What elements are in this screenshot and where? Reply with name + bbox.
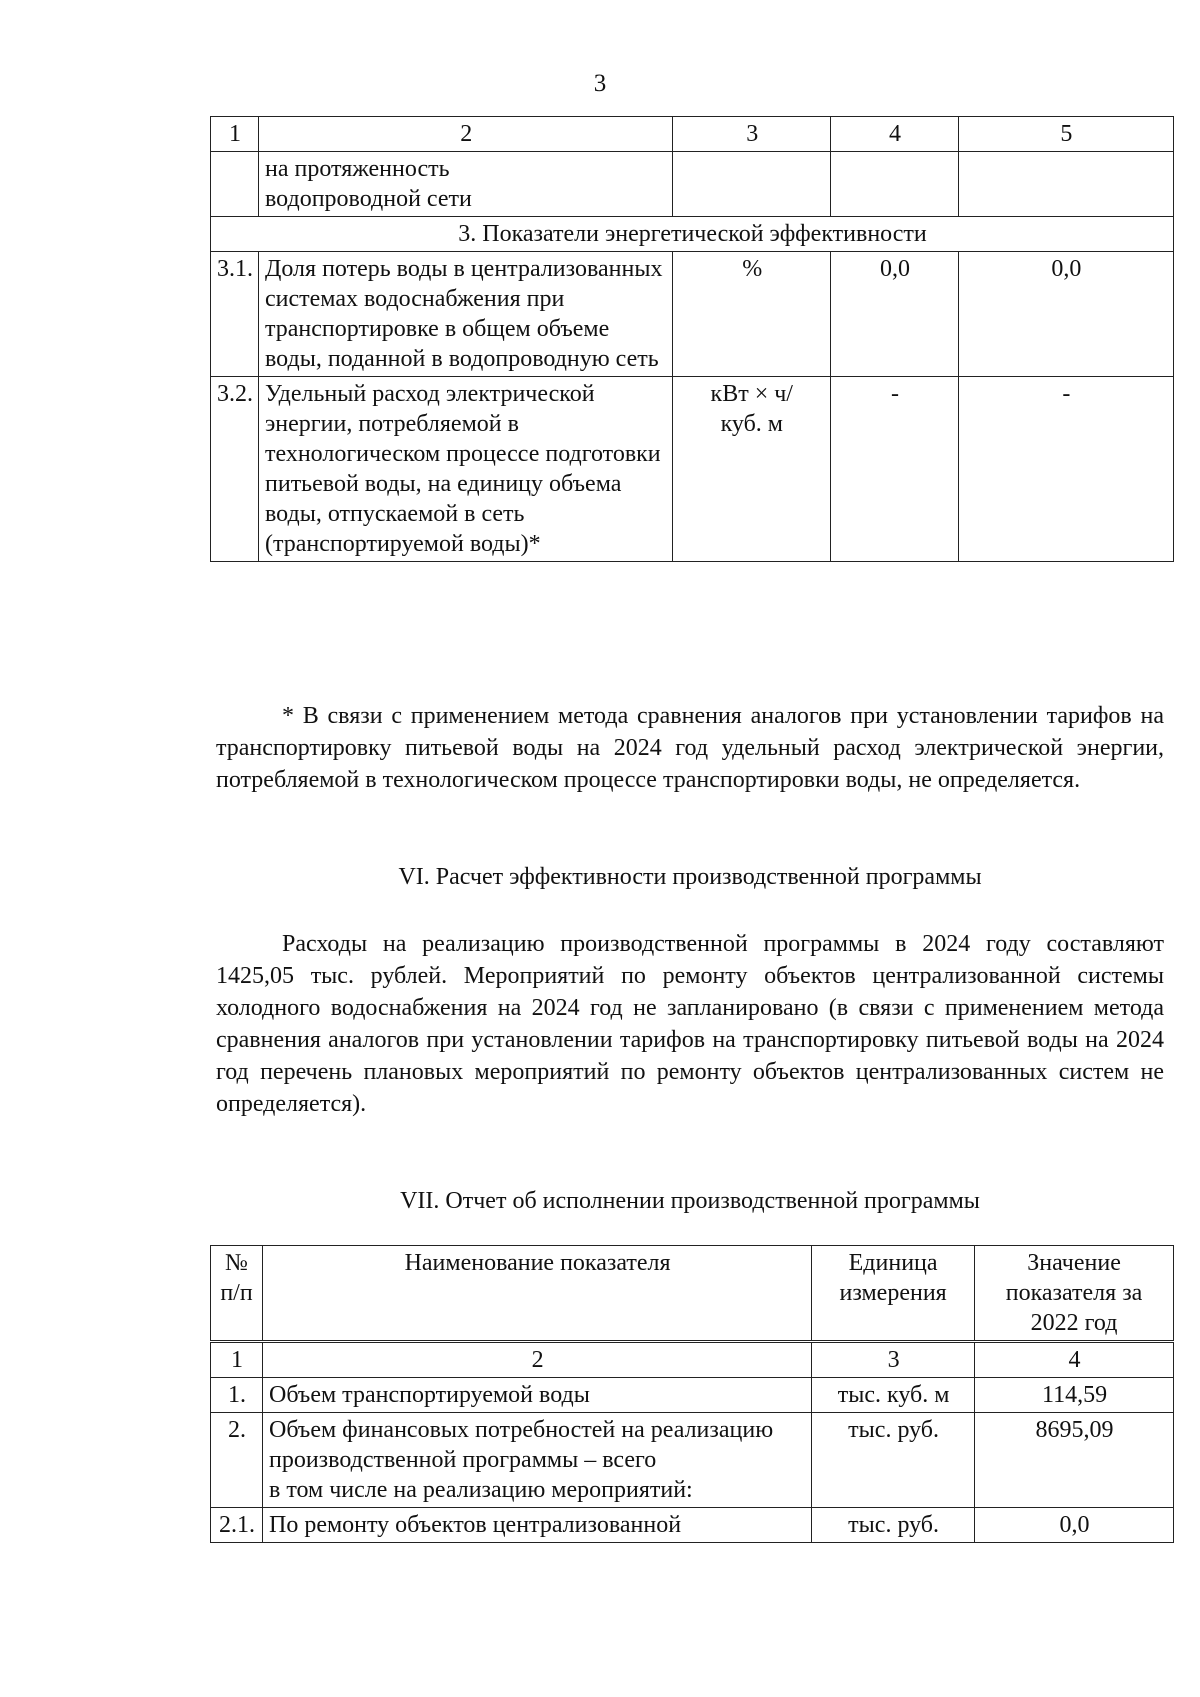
column-number: 1 bbox=[211, 1342, 263, 1378]
indicator-name-cell bbox=[262, 1413, 811, 1508]
indicator-note: в том числе на реализацию мероприятий: bbox=[268, 1477, 693, 1503]
value-cell: - bbox=[958, 377, 1173, 562]
section-6-title: VI. Расчет эффективности производственной программы bbox=[398, 864, 982, 890]
page-number: 3 bbox=[593, 70, 607, 97]
table-header-row bbox=[211, 1246, 1174, 1342]
table-row bbox=[211, 152, 1174, 217]
section-row bbox=[211, 217, 1174, 252]
table-header-cell: 2 bbox=[259, 117, 673, 152]
indicator-name: Удельный расход электрической энергии, потребляемой в технологическом процессе подготовки питьевой воды, на единицу объема воды, отпускаемой в сеть (транспортируемой воды)* bbox=[259, 377, 673, 562]
table-cell bbox=[831, 152, 959, 217]
table-header-cell: 5 bbox=[958, 117, 1173, 152]
row-number: 2.1. bbox=[211, 1508, 263, 1543]
indicator-name: Объем финансовых потребностей на реализацию производственной программы – всего bbox=[268, 1417, 774, 1473]
value-cell: 8695,09 bbox=[975, 1413, 1174, 1508]
row-number: 3.1. bbox=[211, 252, 259, 377]
table-header-row bbox=[211, 117, 1174, 152]
name-header: Наименование показателя bbox=[262, 1246, 811, 1342]
report-table bbox=[210, 1245, 1174, 1543]
row-number: 3.2. bbox=[211, 377, 259, 562]
footnote: * В связи с применением метода сравнения аналогов при установлении тарифов на транспортировку питьевой воды на 2024 год удельный расход электрической энергии, потребляемой в технологическом процессе транспортировки воды, не определяется. bbox=[216, 703, 1164, 793]
table-header-cell: 3 bbox=[673, 117, 831, 152]
value-cell: - bbox=[831, 377, 959, 562]
table-row bbox=[211, 1413, 1174, 1508]
section-6-text: Расходы на реализацию производственной программы в 2024 году составляют 1425,05 тыс. рублей. Мероприятий по ремонту объектов централизованной системы холодного водоснабжения на 2024 год не запланировано (в связи с применением метода сравнения аналогов при установлении тарифов на транспортировку питьевой воды на 2024 год перечень плановых мероприятий по ремонту объектов централизованных систем не определяется). bbox=[216, 931, 1164, 1117]
column-numbers-row bbox=[211, 1342, 1174, 1378]
table-row bbox=[211, 252, 1174, 377]
value-cell: 114,59 bbox=[975, 1378, 1174, 1413]
num-header: № п/п bbox=[211, 1246, 263, 1342]
table-header-cell: 4 bbox=[831, 117, 959, 152]
column-number: 2 bbox=[262, 1342, 811, 1378]
unit-cell: % bbox=[673, 252, 831, 377]
indicator-name: По ремонту объектов централизованной bbox=[262, 1508, 811, 1543]
unit-cell: тыс. руб. bbox=[812, 1508, 975, 1543]
column-number: 3 bbox=[812, 1342, 975, 1378]
indicator-name: Доля потерь воды в централизованных системах водоснабжения при транспортировке в общем объеме воды, поданной в водопроводную сеть bbox=[259, 252, 673, 377]
table-row bbox=[211, 377, 1174, 562]
table-cell bbox=[673, 152, 831, 217]
table-cell bbox=[211, 152, 259, 217]
value-header: Значение показателя за 2022 год bbox=[975, 1246, 1174, 1342]
section-7-title: VII. Отчет об исполнении производственной программы bbox=[400, 1188, 980, 1214]
indicators-table bbox=[210, 116, 1174, 562]
unit-header: Единица измерения bbox=[812, 1246, 975, 1342]
value-cell: 0,0 bbox=[975, 1508, 1174, 1543]
table-row bbox=[211, 1508, 1174, 1543]
table-cell bbox=[958, 152, 1173, 217]
unit-cell: тыс. куб. м bbox=[812, 1378, 975, 1413]
value-cell: 0,0 bbox=[831, 252, 959, 377]
indicator-name: Объем транспортируемой воды bbox=[262, 1378, 811, 1413]
value-cell: 0,0 bbox=[958, 252, 1173, 377]
row-number: 1. bbox=[211, 1378, 263, 1413]
unit-cell: тыс. руб. bbox=[812, 1413, 975, 1508]
row-number: 2. bbox=[211, 1413, 263, 1508]
table-row bbox=[211, 1378, 1174, 1413]
table-header-cell: 1 bbox=[211, 117, 259, 152]
table-cell: на протяженность водопроводной сети bbox=[259, 152, 673, 217]
section-title: 3. Показатели энергетической эффективности bbox=[211, 217, 1174, 252]
unit-cell: кВт × ч/ куб. м bbox=[673, 377, 831, 562]
column-number: 4 bbox=[975, 1342, 1174, 1378]
